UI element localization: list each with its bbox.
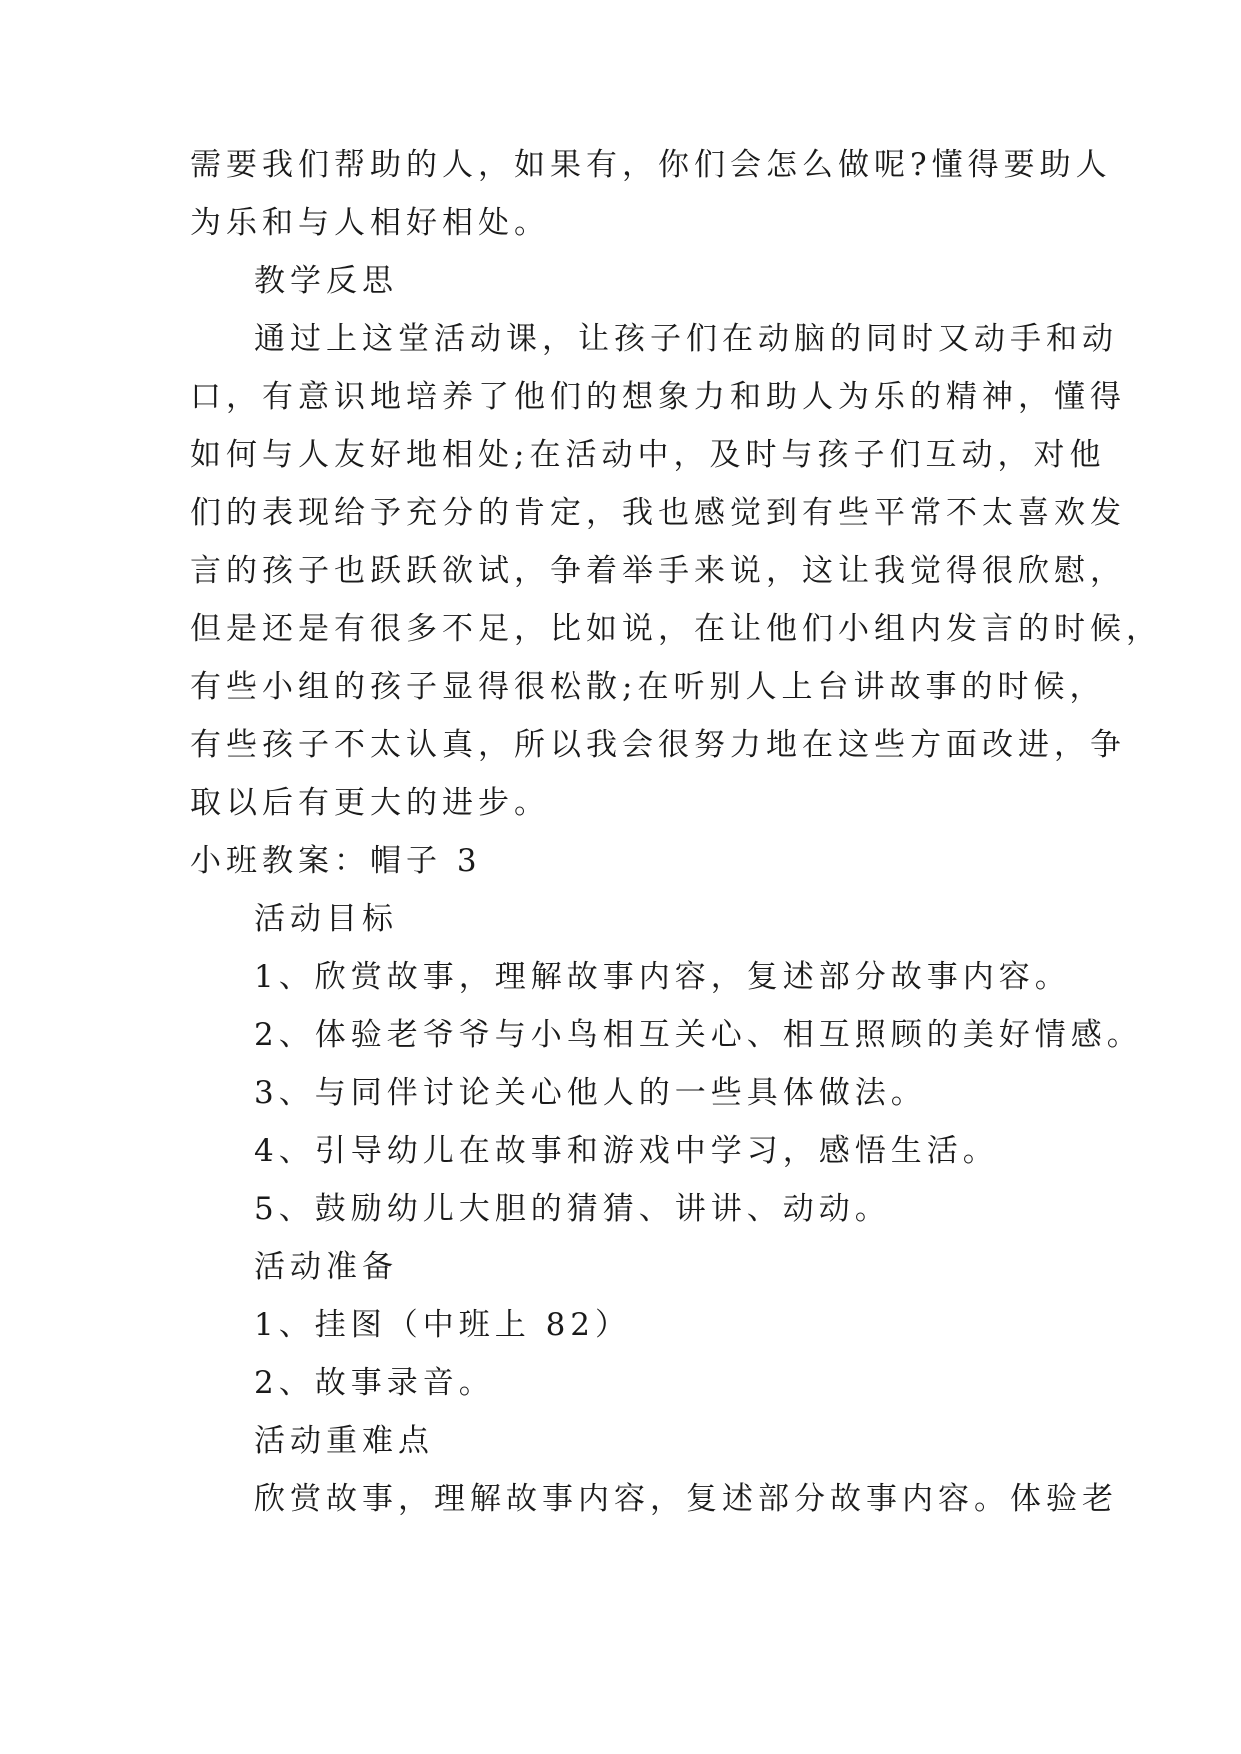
list-item: 4、引导幼儿在故事和游戏中学习，感悟生活。 (254, 1133, 999, 1169)
paragraph-line: 有些孩子不太认真，所以我会很努力地在这些方面改进，争 (190, 727, 1126, 763)
paragraph-line: 欣赏故事，理解故事内容，复述部分故事内容。体验老 (254, 1481, 1118, 1517)
paragraph-line: 言的孩子也跃跃欲试，争着举手来说，这让我觉得很欣慰， (190, 553, 1126, 589)
paragraph-line: 需要我们帮助的人，如果有，你们会怎么做呢?懂得要助人 (190, 147, 1112, 183)
list-item: 1、挂图（中班上 82） (254, 1307, 632, 1343)
list-item: 2、体验老爷爷与小鸟相互关心、相互照顾的美好情感。 (254, 1017, 1143, 1053)
list-item: 3、与同伴讨论关心他人的一些具体做法。 (254, 1075, 927, 1111)
paragraph-line: 为乐和与人相好相处。 (190, 205, 550, 241)
list-item: 1、欣赏故事，理解故事内容，复述部分故事内容。 (254, 959, 1071, 995)
section-heading: 活动目标 (254, 901, 398, 937)
paragraph-line: 口，有意识地培养了他们的想象力和助人为乐的精神，懂得 (190, 379, 1126, 415)
paragraph-line: 们的表现给予充分的肯定，我也感觉到有些平常不太喜欢发 (190, 495, 1126, 531)
document-title: 小班教案：帽子 3 (190, 843, 482, 879)
list-item: 2、故事录音。 (254, 1365, 495, 1401)
paragraph-line: 如何与人友好地相处;在活动中，及时与孩子们互动，对他 (190, 437, 1106, 473)
paragraph-line: 取以后有更大的进步。 (190, 785, 550, 821)
section-heading: 教学反思 (254, 263, 398, 299)
section-heading: 活动准备 (254, 1249, 398, 1285)
paragraph-line: 通过上这堂活动课，让孩子们在动脑的同时又动手和动 (254, 321, 1118, 357)
list-item: 5、鼓励幼儿大胆的猜猜、讲讲、动动。 (254, 1191, 891, 1227)
paragraph-line: 但是还是有很多不足，比如说，在让他们小组内发言的时候， (190, 611, 1162, 647)
section-heading: 活动重难点 (254, 1423, 434, 1459)
paragraph-line: 有些小组的孩子显得很松散;在听别人上台讲故事的时候， (190, 669, 1106, 705)
